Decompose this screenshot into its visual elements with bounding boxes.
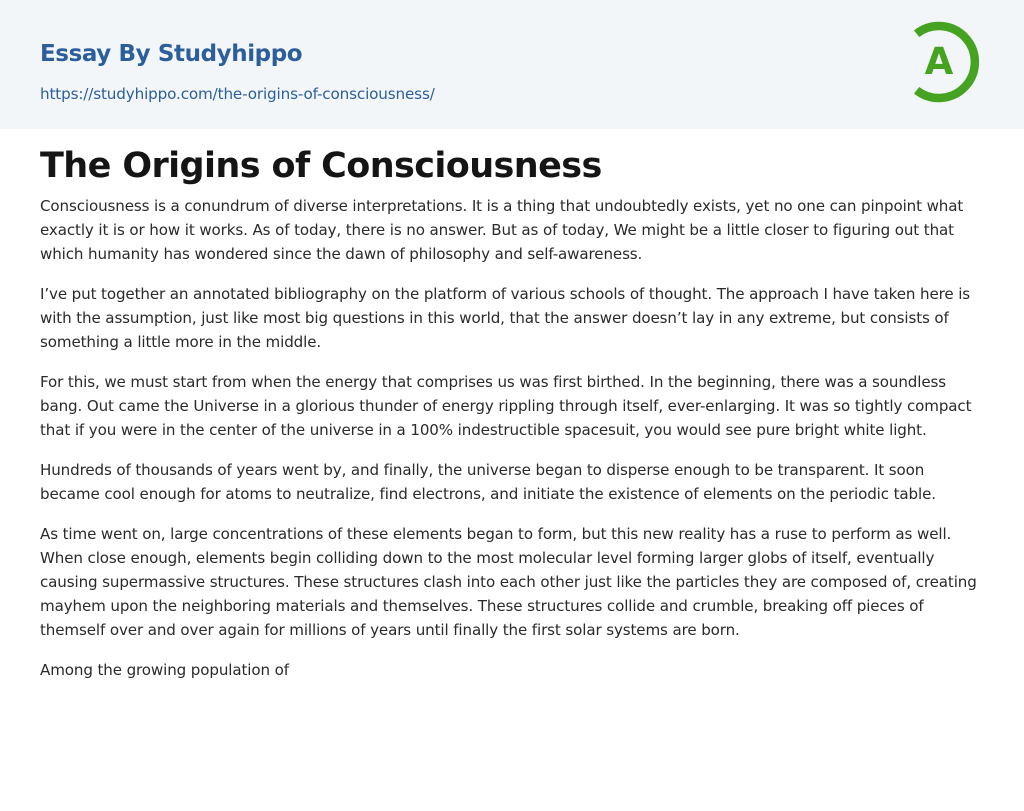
paragraph: Among the growing population of [40,661,289,679]
logo-ring-icon [910,18,988,106]
paragraph: As time went on, large concentrations of these elements began to form, but this new reality has a ruse to perform as well. When close enough, elements begin colliding down to the most molecular level forming larger globs of itself, eventually causing supermassive structures. These structures clash into each other just like the particles they are composed of, creating mayhem upon the neighboring materials and themselves. These structures collide and crumble, breaking off pieces of themself over and over again for millions of years until finally the first solar systems are born. [40,525,977,639]
brand-title[interactable]: Essay By Studyhippo [40,41,303,67]
page-title: The Origins of Consciousness [40,146,602,186]
paragraph: Hundreds of thousands of years went by, and finally, the universe began to disperse enough to be transparent. It soon became cool enough for atoms to neutralize, find electrons, and initiate the existence of elements on the periodic table. [40,461,936,503]
essay-body [40,194,988,698]
site-header [0,0,1024,129]
paragraph: I’ve put together an annotated bibliography on the platform of various schools of thought. The approach I have taken here is with the assumption, just like most big questions in this world, that the answer doesn’t lay in any extreme, but consists of something a little more in the middle. [40,285,971,351]
paragraph: For this, we must start from when the energy that comprises us was first birthed. In the beginning, there was a soundless bang. Out came the Universe in a glorious thunder of energy rippling through itself, ever-enlarging. It was so tightly compact that if you were in the center of the universe in a 100% indestructible spacesuit, you would see pure bright white light. [40,373,972,439]
paragraph: Consciousness is a conundrum of diverse interpretations. It is a thing that undoubtedly exists, yet no one can pinpoint what exactly it is or how it works. As of today, there is no answer. But as of today, We might be a little closer to figuring out that which humanity has wondered since the dawn of philosophy and self-awareness. [40,197,964,263]
logo-letter: A [924,40,954,83]
studyhippo-logo[interactable] [910,18,988,106]
page-url-link[interactable]: https://studyhippo.com/the-origins-of-consciousness/ [40,85,435,103]
